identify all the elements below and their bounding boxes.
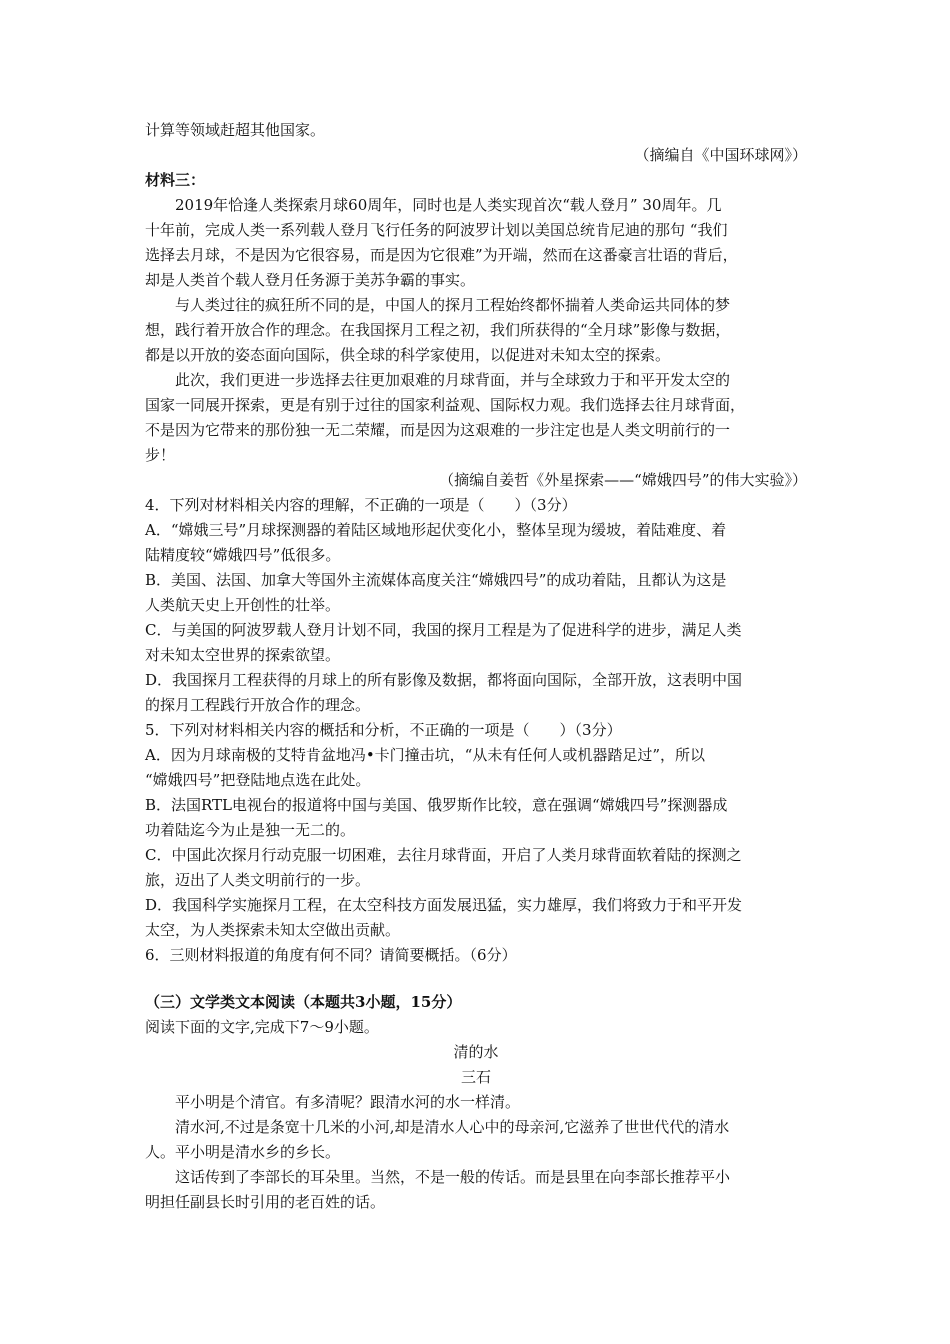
question-5-option-c: C．中国此次探月行动克服一切困难，去往月球背面，开启了人类月球背面软着陆的探测之 <box>145 846 742 864</box>
question-6: 6．三则材料报道的角度有何不同？请简要概括。（6分） <box>145 946 517 964</box>
story-title: 清的水 <box>453 1043 499 1061</box>
source-citation: （摘编自《中国环球网》） <box>634 146 807 164</box>
text-line: 人。平小明是清水乡的乡长。 <box>145 1143 341 1161</box>
text-line: 国家一同展开探索，更是有别于过往的国家利益观、国际权力观。我们选择去往月球背面， <box>145 396 746 414</box>
text-line: 不是因为它带来的那份独一无二荣耀，而是因为这艰难的一步注定也是人类文明前行的一 <box>145 421 731 439</box>
text-line: “嫦娥四号”把登陆地点选在此处。 <box>145 771 371 789</box>
question-5-option-b: B．法国RTL电视台的报道将中国与美国、俄罗斯作比较，意在强调“嫦娥四号”探测器成 <box>145 796 728 814</box>
text-line: 与人类过往的疯狂所不同的是，中国人的探月工程始终都怀揣着人类命运共同体的梦 <box>175 296 731 314</box>
question-4-option-c: C．与美国的阿波罗载人登月计划不同，我国的探月工程是为了促进科学的进步，满足人类 <box>145 621 742 639</box>
text-line: 选择去月球，不是因为它很容易，而是因为它很难”为开端，然而在这番豪言壮语的背后， <box>145 246 738 264</box>
question-4: 4．下列对材料相关内容的理解，不正确的一项是（ ）（3分） <box>145 496 577 514</box>
text-line: 此次，我们更进一步选择去往更加艰难的月球背面，并与全球致力于和平开发太空的 <box>175 371 731 389</box>
question-5-option-a: A．因为月球南极的艾特肯盆地冯•卡门撞击坑，“从未有任何人或机器踏足过”，所以 <box>145 746 706 764</box>
question-5-option-d: D．我国科学实施探月工程，在太空科技方面发展迅猛，实力雄厚，我们将致力于和平开发 <box>145 896 743 914</box>
text-line: 陆精度较“嫦娥四号”低很多。 <box>145 546 341 564</box>
source-citation: （摘编自姜哲《外星探索——“嫦娥四号”的伟大实验》） <box>439 471 807 489</box>
text-line: 十年前，完成人类一系列载人登月飞行任务的阿波罗计划以美国总统肯尼迪的那句 “我们 <box>145 221 728 239</box>
text-line: 步！ <box>145 446 176 464</box>
question-4-option-d: D．我国探月工程获得的月球上的所有影像及数据，都将面向国际，全部开放，这表明中国 <box>145 671 743 689</box>
document-page <box>145 118 807 1215</box>
section-spacer <box>145 968 807 990</box>
material-three-heading: 材料三： <box>145 171 206 189</box>
text-line: 这话传到了李部长的耳朵里。当然，不是一般的传话。而是县里在向李部长推荐平小 <box>175 1168 731 1186</box>
text-line: 旅，迈出了人类文明前行的一步。 <box>145 871 371 889</box>
text-line: 都是以开放的姿态面向国际，供全球的科学家使用，以促进对未知太空的探索。 <box>145 346 671 364</box>
text-line: 人类航天史上开创性的壮举。 <box>145 596 341 614</box>
section-intro: 阅读下面的文字,完成下7～9小题。 <box>145 1018 379 1036</box>
text-line: 却是人类首个载人登月任务源于美苏争霸的事实。 <box>145 271 476 289</box>
question-4-option-a: A．“嫦娥三号”月球探测器的着陆区域地形起伏变化小，整体呈现为缓坡，着陆难度、着 <box>145 521 727 539</box>
text-line: 的探月工程践行开放合作的理念。 <box>145 696 371 714</box>
text-line: 平小明是个清官。有多清呢？跟清水河的水一样清。 <box>175 1093 521 1111</box>
section-three-heading: （三）文学类文本阅读（本题共3小题，15分） <box>145 993 462 1011</box>
text-line: 对未知太空世界的探索欲望。 <box>145 646 341 664</box>
question-4-option-b: B．美国、法国、加拿大等国外主流媒体高度关注“嫦娥四号”的成功着陆，且都认为这是 <box>145 571 727 589</box>
text-line: 2019年恰逢人类探索月球60周年，同时也是人类实现首次“载人登月” 30周年。几 <box>175 196 722 214</box>
text-line: 计算等领域赶超其他国家。 <box>145 121 326 139</box>
text-line: 想，践行着开放合作的理念。在我国探月工程之初，我们所获得的“全月球”影像与数据， <box>145 321 731 339</box>
text-line: 明担任副县长时引用的老百姓的话。 <box>145 1193 386 1211</box>
text-line: 清水河,不过是条宽十几米的小河,却是清水人心中的母亲河,它滋养了世世代代的清水 <box>175 1118 730 1136</box>
question-5: 5．下列对材料相关内容的概括和分析，不正确的一项是（ ）（3分） <box>145 721 622 739</box>
story-author: 三石 <box>460 1068 491 1086</box>
text-line: 功着陆迄今为止是独一无二的。 <box>145 821 356 839</box>
text-line: 太空，为人类探索未知太空做出贡献。 <box>145 921 401 939</box>
